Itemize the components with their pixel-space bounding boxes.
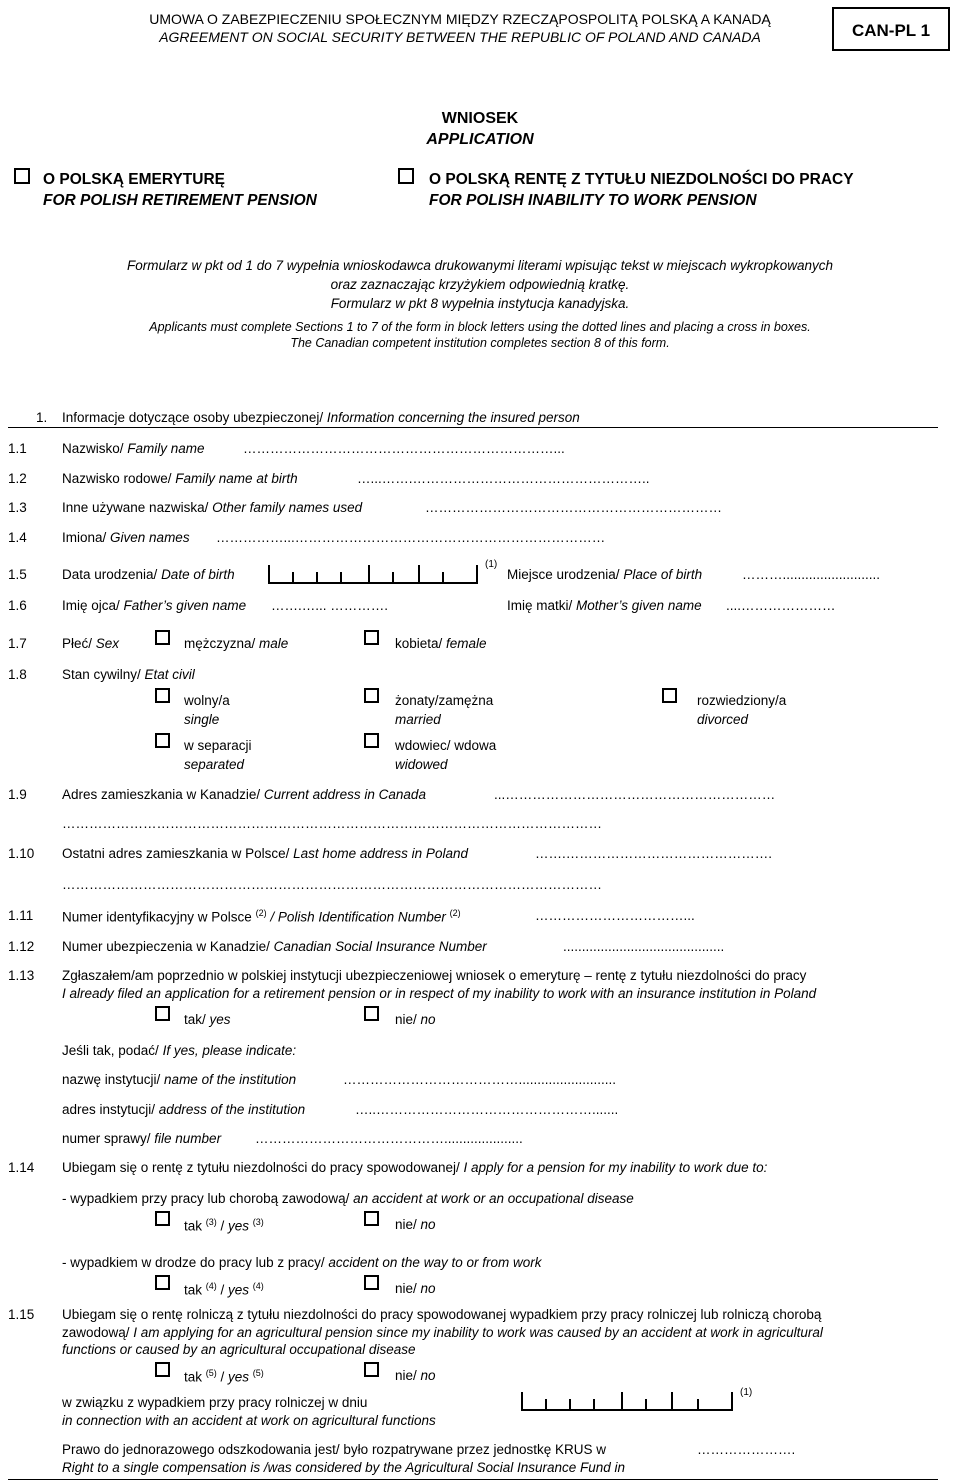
- given-names-label: Imiona/ Given names: [62, 530, 190, 545]
- instruction-pl-3: Formularz w pkt 8 wypełnia instytucja kanadyjska.: [330, 296, 630, 311]
- bottom-border: [8, 1479, 938, 1480]
- canada-address-field-line2[interactable]: …………………………………………………………………………………………………………: [62, 816, 602, 831]
- polish-id-field[interactable]: ……………………………...: [535, 908, 695, 923]
- if-yes-label: Jeśli tak, podać/ If yes, please indicate:: [62, 1043, 297, 1058]
- date-of-birth-label: Data urodzenia/ Date of birth: [62, 567, 235, 582]
- krus-compensation-label-pl: Prawo do jednorazowego odszkodowania jest/ było rozpatrywane przez jednostkę KRUS w: [62, 1442, 607, 1457]
- row-num: 1.12: [8, 939, 35, 954]
- agricultural-yes-label: tak $^{(5)}$ / yes $^{(5)}$: [184, 1368, 264, 1385]
- sex-female-checkbox[interactable]: [364, 630, 379, 645]
- krus-compensation-label-en: Right to a single compensation is /was considered by the Agricultural Social Insurance Fund in: [62, 1460, 626, 1475]
- civil-status-label: Stan cywilny/ Etat civil: [62, 667, 195, 682]
- instruction-en-1: Applicants must complete Sections 1 to 7 of the form in block letters using the dotted lines and placing a cross in boxes.: [149, 320, 811, 334]
- retirement-pension-label-pl: O POLSKĄ EMERYTURĘ: [43, 171, 225, 188]
- row-num: 1.3: [8, 500, 27, 515]
- agricultural-pension-question-line2: zawodową/ I am applying for an agricultural pension since my inability to work was caused by an accident at work in agricultural: [62, 1325, 823, 1340]
- status-widowed-label-pl: wdowiec/ wdowa: [395, 738, 497, 753]
- given-names-field[interactable]: ……………...……………………………………………………………: [216, 530, 606, 545]
- father-name-label: Imię ojca/ Father’s given name: [62, 598, 247, 613]
- institution-name-label: nazwę instytucji/ name of the institution: [62, 1072, 297, 1087]
- row-num: 1.7: [8, 636, 27, 651]
- row-num: 1.11: [8, 908, 34, 923]
- accident-date-note: (1): [740, 1387, 753, 1398]
- row-num: 1.4: [8, 530, 27, 545]
- poland-address-field-line2[interactable]: …………………………………………………………………………………………………………: [62, 877, 602, 892]
- family-name-field[interactable]: ……………………………………………………………...: [243, 441, 565, 456]
- instruction-pl-1: Formularz w pkt od 1 do 7 wypełnia wnioskodawca drukowanymi literami wpisując tekst w miejscach wykropkowanych: [126, 258, 834, 273]
- row-num: 1.5: [8, 567, 27, 582]
- commute-accident-yes-label: tak $^{(4)}$ / yes $^{(4)}$: [184, 1281, 264, 1298]
- application-title-en: APPLICATION: [426, 131, 534, 148]
- agreement-title-en: AGREEMENT ON SOCIAL SECURITY BETWEEN THE REPUBLIC OF POLAND AND CANADA: [159, 29, 761, 45]
- agricultural-pension-question-pl: Ubiegam się o rentę rolniczą z tytułu niezdolności do pracy spowodowanej wypadkiem przy pracy rolniczej lub rolniczą chorobą: [62, 1307, 822, 1322]
- commute-accident-label: - wypadkiem w drodze do pracy lub z pracy/ accident on the way to or from work: [62, 1255, 542, 1270]
- prior-application-yes-label: tak/ yes: [184, 1012, 231, 1027]
- section-1-title: [62, 410, 580, 425]
- inability-pension-label-pl: O POLSKĄ RENTĘ Z TYTUŁU NIEZDOLNOŚCI DO PRACY: [429, 171, 854, 188]
- work-accident-yes-label: tak $^{(3)}$ / yes $^{(3)}$: [184, 1217, 264, 1234]
- row-num: 1.1: [8, 441, 27, 456]
- work-accident-yes-checkbox[interactable]: [155, 1211, 170, 1226]
- sex-male-label: mężczyzna/ male: [184, 636, 289, 651]
- family-name-label: Nazwisko/ Family name: [62, 441, 205, 456]
- agricultural-yes-checkbox[interactable]: [155, 1362, 170, 1377]
- agreement-title-pl: UMOWA O ZABEZPIECZENIU SPOŁECZNYM MIĘDZY RZECZĄPOSPOLITĄ POLSKĄ A KANADĄ: [149, 11, 771, 27]
- accident-date-label-pl: w związku z wypadkiem przy pracy rolniczej w dniu: [62, 1395, 368, 1410]
- prior-application-no-checkbox[interactable]: [364, 1006, 379, 1021]
- family-name-at-birth-label: Nazwisko rodowe/ Family name at birth: [62, 471, 298, 486]
- father-name-field[interactable]: …….…... ………….: [271, 598, 389, 613]
- agricultural-no-label: nie/ no: [395, 1368, 436, 1383]
- institution-address-label: adres instytucji/ address of the institution: [62, 1102, 306, 1117]
- sin-field[interactable]: ...........................................: [563, 939, 725, 954]
- agricultural-pension-question-line3: functions or caused by an agricultural occupational disease: [62, 1342, 416, 1357]
- agricultural-no-checkbox[interactable]: [364, 1362, 379, 1377]
- row-num: 1.2: [8, 471, 27, 486]
- canada-address-label: Adres zamieszkania w Kanadzie/ Current address in Canada: [62, 787, 426, 802]
- section-1-number: 1.: [36, 410, 48, 425]
- sin-label: Numer ubezpieczenia w Kanadzie/ Canadian Social Insurance Number: [62, 939, 487, 954]
- mother-name-label: Imię matki/ Mother’s given name: [507, 598, 702, 613]
- accident-date-label-en: in connection with an accident at work on agricultural functions: [62, 1413, 436, 1428]
- institution-name-field[interactable]: …………………………………..........................: [343, 1072, 617, 1087]
- institution-address-field[interactable]: …..………………………………………….......: [355, 1102, 619, 1117]
- other-names-field[interactable]: …………………………………………………………: [425, 500, 722, 515]
- status-single-label-pl: wolny/a: [184, 693, 230, 708]
- row-num: 1.10: [8, 846, 35, 861]
- other-names-label: Inne używane nazwiska/ Other family names used: [62, 500, 363, 515]
- krus-compensation-field[interactable]: ………………….: [697, 1442, 796, 1457]
- form-code: CAN-PL 1: [832, 7, 950, 51]
- mother-name-field[interactable]: ....…………………: [726, 598, 836, 613]
- section-1-underline: [8, 427, 938, 428]
- row-num: 1.9: [8, 787, 27, 802]
- status-widowed-label-en: widowed: [395, 757, 448, 772]
- prior-application-yes-checkbox[interactable]: [155, 1006, 170, 1021]
- status-separated-label-pl: w separacji: [184, 738, 252, 753]
- status-divorced-checkbox[interactable]: [662, 688, 677, 703]
- commute-accident-no-label: nie/ no: [395, 1281, 436, 1296]
- family-name-at-birth-field[interactable]: …...…….……………………………………………..: [357, 471, 650, 486]
- poland-address-label: Ostatni adres zamieszkania w Polsce/ Last home address in Poland: [62, 846, 468, 861]
- row-num: 1.8: [8, 667, 27, 682]
- date-of-birth-note: (1): [485, 559, 498, 570]
- status-single-checkbox[interactable]: [155, 688, 170, 703]
- place-of-birth-field[interactable]: ………..........................: [742, 567, 881, 582]
- row-num: 1.6: [8, 598, 27, 613]
- file-number-field[interactable]: …………………………………….....................: [255, 1131, 523, 1146]
- place-of-birth-label: Miejsce urodzenia/ Place of birth: [507, 567, 703, 582]
- poland-address-field[interactable]: …….……………………………………….: [535, 846, 773, 861]
- status-separated-checkbox[interactable]: [155, 733, 170, 748]
- prior-application-question-en: I already filed an application for a retirement pension or in respect of my inability to work with an insurance institution in Poland: [62, 986, 817, 1001]
- section-1-title-en: Information concerning the insured person: [326, 410, 580, 425]
- instruction-en-2: The Canadian competent institution completes section 8 of this form.: [290, 336, 670, 350]
- work-accident-no-checkbox[interactable]: [364, 1211, 379, 1226]
- prior-application-question-pl: Zgłaszałem/am poprzednio w polskiej instytucji ubezpieczeniowej wniosek o emeryturę – rentę z tytułu niezdolności do pracy: [62, 968, 807, 983]
- row-num: 1.14: [8, 1160, 35, 1175]
- row-num: 1.15: [8, 1307, 35, 1322]
- accident-date-field[interactable]: [521, 1392, 733, 1411]
- polish-id-label: Numer identyfikacyjny w Polsce $^{(2)}$ / Polish Identification Number $^{(2)}$: [62, 908, 461, 925]
- status-married-checkbox[interactable]: [364, 688, 379, 703]
- retirement-pension-label-en: FOR POLISH RETIREMENT PENSION: [43, 192, 317, 209]
- sex-female-label: kobieta/ female: [395, 636, 487, 651]
- work-accident-no-label: nie/ no: [395, 1217, 436, 1232]
- row-num: 1.13: [8, 968, 35, 983]
- commute-accident-no-checkbox[interactable]: [364, 1275, 379, 1290]
- status-married-label-en: married: [395, 712, 441, 727]
- status-single-label-en: single: [184, 712, 220, 727]
- section-1-title-pl: Informacje dotyczące osoby ubezpieczonej/: [62, 410, 327, 425]
- instruction-pl-2: oraz zaznaczając krzyżykiem odpowiednią kratkę.: [330, 277, 630, 292]
- pension-cause-label: Ubiegam się o rentę z tytułu niezdolności do pracy spowodowanej/ I apply for a pension for my inability to work due to:: [62, 1160, 768, 1175]
- status-married-label-pl: żonaty/zamężna: [395, 693, 494, 708]
- work-accident-label: - wypadkiem przy pracy lub chorobą zawodową/ an accident at work or an occupational disease: [62, 1191, 634, 1206]
- status-widowed-checkbox[interactable]: [364, 733, 379, 748]
- prior-application-no-label: nie/ no: [395, 1012, 436, 1027]
- date-of-birth-field[interactable]: [268, 565, 478, 584]
- status-separated-label-en: separated: [184, 757, 245, 772]
- commute-accident-yes-checkbox[interactable]: [155, 1275, 170, 1290]
- sex-label: Płeć/ Sex: [62, 636, 120, 651]
- sex-male-checkbox[interactable]: [155, 630, 170, 645]
- canada-address-field[interactable]: ...……………………………………………………: [494, 787, 776, 802]
- retirement-pension-checkbox[interactable]: [14, 168, 30, 184]
- inability-pension-checkbox[interactable]: [398, 168, 414, 184]
- inability-pension-label-en: FOR POLISH INABILITY TO WORK PENSION: [429, 192, 757, 209]
- file-number-label: numer sprawy/ file number: [62, 1131, 222, 1146]
- status-divorced-label-en: divorced: [697, 712, 749, 727]
- status-divorced-label-pl: rozwiedziony/a: [697, 693, 787, 708]
- application-title-pl: WNIOSEK: [441, 110, 519, 127]
